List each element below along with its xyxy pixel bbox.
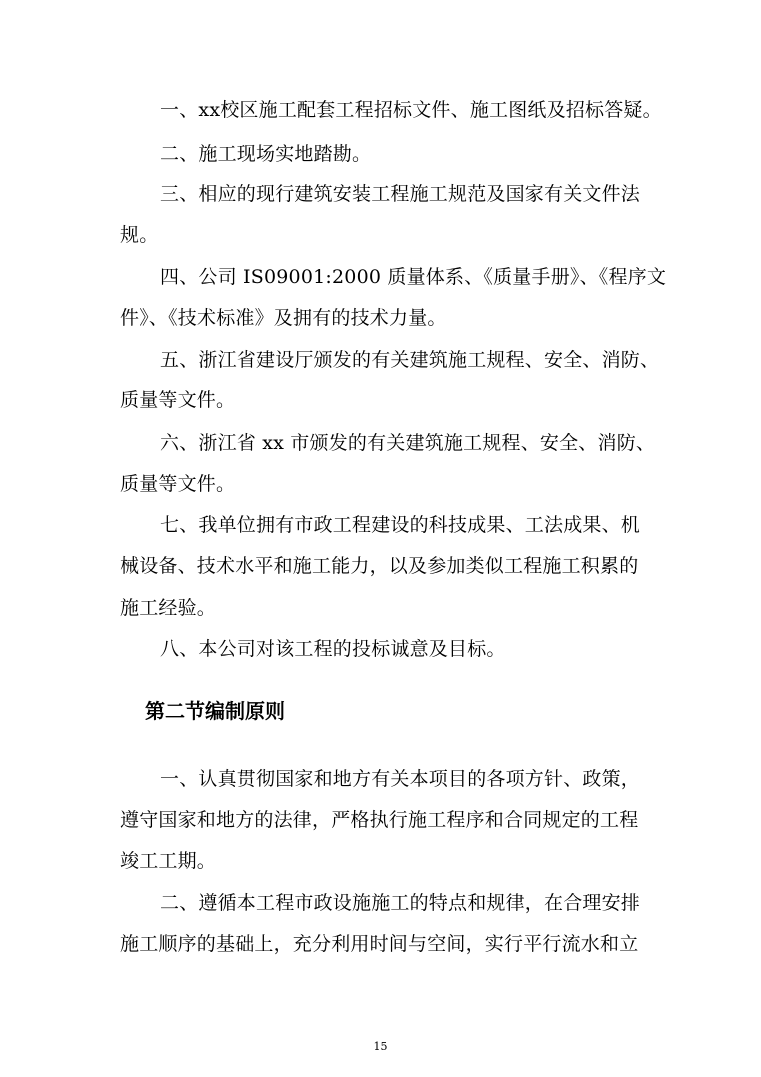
page-number: 15 (373, 1040, 388, 1053)
basis-item-3-line-1: 三、相应的现行建筑安装工程施工规范及国家有关文件法 (160, 183, 641, 205)
basis-item-4-line-1: 四、公司 IS09001:2000 质量体系、《质量手册》、《程序文 (160, 266, 667, 288)
basis-item-6-line-1: 六、浙江省 xx 市颁发的有关建筑施工规程、安全、消防、 (160, 432, 656, 454)
basis-item-7-line-3: 施工经验。 (120, 597, 217, 619)
basis-item-5-line-2: 质量等文件。 (120, 389, 236, 411)
principle-item-1-line-1: 一、认真贯彻国家和地方有关本项目的各项方针、政策， (160, 768, 641, 790)
basis-item-8: 八、本公司对该工程的投标诚意及目标。 (160, 638, 506, 660)
basis-item-5-line-1: 五、浙江省建设厅颁发的有关建筑施工规程、安全、消防、 (160, 349, 660, 371)
basis-item-2: 二、施工现场实地踏勘。 (160, 143, 372, 165)
basis-item-6-line-2: 质量等文件。 (120, 473, 236, 495)
basis-item-1: 一、xx校区施工配套工程招标文件、施工图纸及招标答疑。 (160, 99, 662, 121)
principle-item-2-line-2: 施工顺序的基础上，充分利用时间与空间，实行平行流水和立 (120, 933, 639, 955)
principle-item-2-line-1: 二、遵循本工程市政设施施工的特点和规律，在合理安排 (160, 892, 641, 914)
principle-item-1-line-2: 遵守国家和地方的法律，严格执行施工程序和合同规定的工程 (120, 809, 639, 831)
basis-item-4-line-2: 件》、《技术标准》及拥有的技术力量。 (120, 307, 447, 329)
principle-item-1-line-3: 竣工工期。 (120, 850, 217, 872)
section-heading: 第二节编制原则 (145, 699, 285, 723)
basis-item-7-line-2: 械设备、技术水平和施工能力，以及参加类似工程施工积累的 (120, 555, 639, 577)
basis-item-7-line-1: 七、我单位拥有市政工程建设的科技成果、工法成果、机 (160, 514, 641, 536)
basis-item-3-line-2: 规。 (120, 224, 159, 246)
